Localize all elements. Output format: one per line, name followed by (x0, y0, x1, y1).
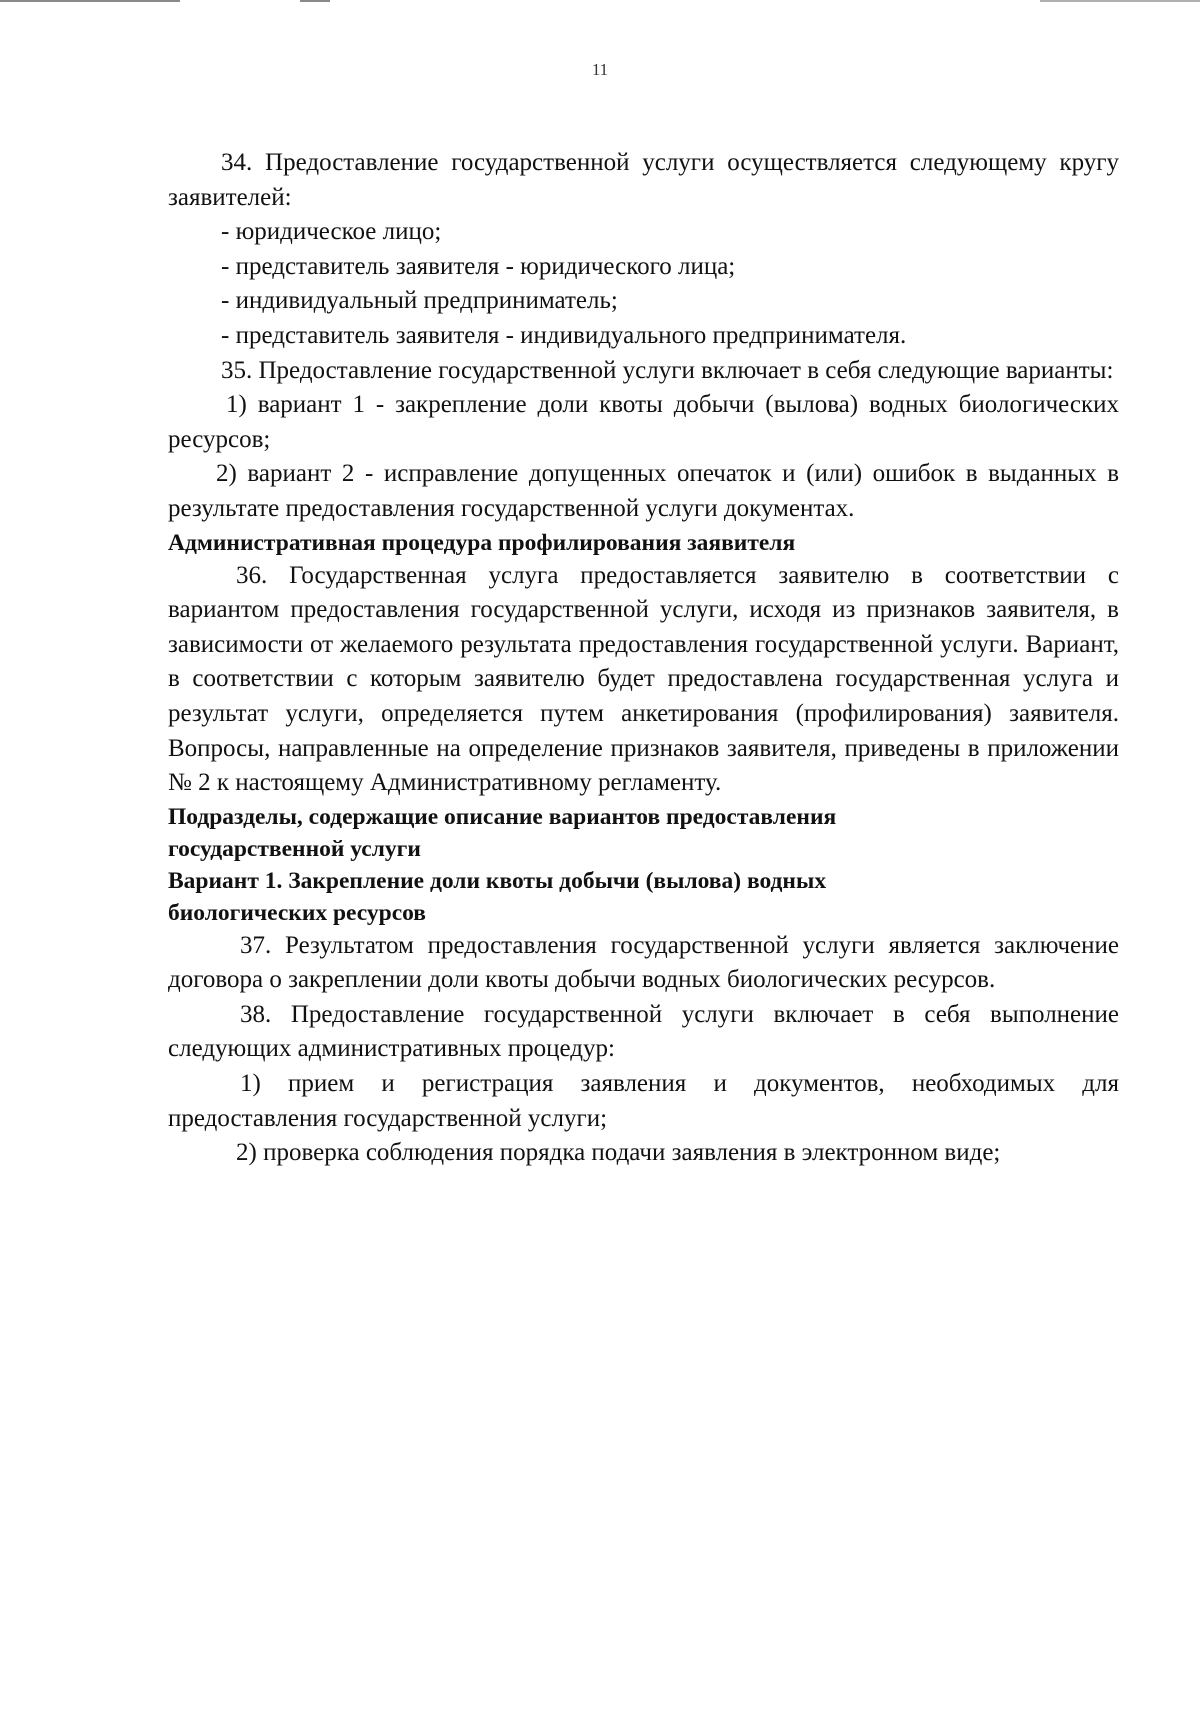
list-item: 1) вариант 1 - закрепление доли квоты добычи (вылова) водных биологических ресурсов; (168, 391, 1119, 453)
scan-edge-right (1040, 0, 1200, 2)
paragraph-37: 37. Результатом предоставления государственной услуги является заключение договора о закреплении доли квоты добычи водных биологических ресурсов. (168, 931, 1119, 994)
document-body (168, 146, 1119, 1171)
section-heading-subsections (168, 801, 1119, 865)
scan-edge-mark (300, 0, 330, 2)
list-item: - индивидуальный предприниматель; (221, 287, 618, 315)
list-item: - представитель заявителя - индивидуального предпринимателя. (221, 321, 907, 349)
paragraph-36: 36. Государственная услуга предоставляется заявителю в соответствии с вариантом предоставления государственной услуги, исходя из признаков заявителя, в зависимости от желаемого результата предоставления государственной услуги. Вариант, в соответствии с которым заявителю будет предоставлена государственная услуга и результат услуги, определяется путем анкетирования (профилирования) заявителя. Вопросы, направленные на определение признаков заявителя, приведены в приложении № 2 к настоящему Административному регламенту. (168, 561, 1119, 797)
page-number: 11 (591, 60, 609, 79)
heading-line: Подразделы, содержащие описание вариантов предоставления (168, 803, 837, 830)
heading-line: Вариант 1. Закрепление доли квоты добычи (вылова) водных (168, 867, 827, 894)
section-heading-variant-1 (168, 865, 1119, 929)
heading-line: биологических ресурсов (168, 899, 426, 926)
paragraph-34: 34. Предоставление государственной услуги осуществляется следующему кругу заявителей: (168, 149, 1119, 211)
list-item: 1) прием и регистрация заявления и документов, необходимых для предоставления государственной услуги; (168, 1070, 1119, 1132)
section-heading-profiling: Административная процедура профилирования заявителя (168, 529, 796, 556)
list-item: 2) проверка соблюдения порядка подачи заявления в электронном виде; (236, 1139, 1001, 1167)
heading-line: государственной услуги (168, 835, 421, 862)
list-item: - юридическое лицо; (221, 218, 442, 246)
list-item: 2) вариант 2 - исправление допущенных опечаток и (или) ошибок в выданных в результате предоставления государственной услуги документах. (168, 460, 1119, 522)
paragraph-38: 38. Предоставление государственной услуги включает в себя выполнение следующих административных процедур: (168, 1000, 1119, 1063)
paragraph-35: 35. Предоставление государственной услуги включает в себя следующие варианты: (221, 356, 1114, 384)
scan-edge-left (0, 0, 180, 2)
list-item: - представитель заявителя - юридического лица; (221, 252, 736, 280)
